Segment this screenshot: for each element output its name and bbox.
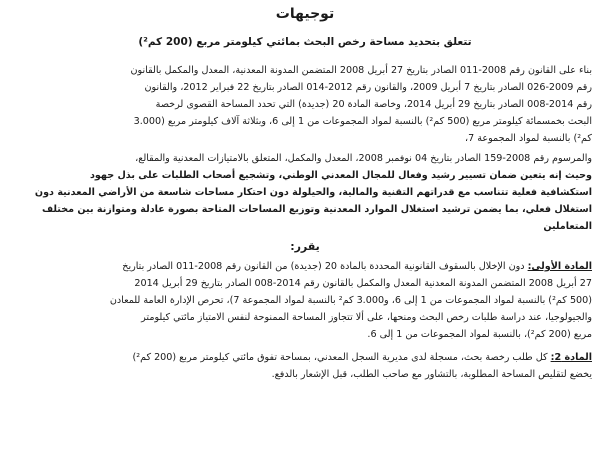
text-line — [18, 349, 592, 366]
text-line: 27 أبريل 2008 المتضمن المدونة المعدنية المعدل والمكمل بالقانون رقم 2014-008 الصادر بتاريخ 29 أبريل 2014 — [134, 278, 592, 289]
text-line: وحيث إنه يتعين ضمان تسيير رشيد وفعال للمجال المعدني الوطني، وتشجيع أصحاب الطلبات على بذل جهود — [89, 170, 592, 181]
article-1 — [18, 258, 592, 343]
text-line — [18, 258, 592, 275]
text-line: المتعاملين — [543, 221, 592, 232]
text-line: استكشافية فعلية تتناسب مع قدراتهم التقنية والمالية، والحيلولة دون احتكار مساحات شاسعة من الأراضي المعدنية دون — [34, 187, 592, 198]
text-line: يخضع لتقليص المساحة المطلوبة، بالتشاور مع صاحب الطلب، قبل الإشعار بالدفع. — [271, 369, 592, 380]
text-line: والجيولوجيا، عند دراسة طلبات رخص البحث ومنحها، على ألا تتجاوز المساحة الممنوحة لنفس الامتياز مائتي كيلومتر — [141, 312, 592, 323]
text-line: (500 كم²) بالنسبة لمواد المجموعات من 1 إلى 6، و3.000 كم² بالنسبة لمواد المجموعة 7)، تحرص الإدارة العامة للمعادن — [109, 295, 592, 306]
document-subtitle: تتعلق بتحديد مساحة رخص البحث بمائتي كيلومتر مربع (200 كم²) — [138, 36, 472, 48]
document-title: توجيهات — [275, 6, 335, 22]
text-line: مربع (200 كم²)، بالنسبة لمواد المجموعات من 1 إلى 6. — [367, 329, 592, 340]
text-line: البحث بخمسمائة كيلومتر مربع (500 كم²) بالنسبة لمواد المجموعات من 1 إلى 6، وبثلاثة آلاف كيلومتر مربع (3.000 — [133, 116, 592, 127]
text-line: بناء على القانون رقم 2008-011 الصادر بتاريخ 27 أبريل 2008 المتضمن المدونة المعدنية، المعدل والمكمل بالقانون — [130, 65, 592, 76]
preamble-paragraph-3 — [18, 167, 592, 235]
article-2-text: كل طلب رخصة بحث، مسجلة لدى مديرية السجل المعدني، بمساحة تفوق مائتي كيلومتر مربع (200 كم²) — [132, 352, 548, 363]
article-1-label: المادة الأولى: — [527, 261, 592, 272]
text-line: رقم 2009-026 الصادر بتاريخ 7 أبريل 2009، والقانون رقم 2012-014 الصادر بتاريخ 22 فبراير 2012، والقانون — [144, 82, 592, 93]
text-line: استغلال فعلي، بما يضمن ترشيد استغلال الموارد المعدنية وتوزيع المساحات المتاحة بصورة عادلة ومتوازنة بين مختلف — [41, 204, 592, 215]
article-2-label: المادة 2: — [550, 352, 592, 363]
decision-heading: يقرر: — [290, 240, 320, 253]
text-line: كم²) بالنسبة لمواد المجموعة 7، — [464, 133, 592, 144]
preamble-paragraph-2: والمرسوم رقم 2008-159 الصادر بتاريخ 04 نوفمبر 2008، المعدل والمكمل، المتعلق بالامتيازات المعدنية والمقالع، — [135, 153, 592, 164]
text-line: رقم 2014-008 الصادر بتاريخ 29 أبريل 2014، وخاصة المادة 20 (جديدة) التي تحدد المساحة القصوى لرخصة — [155, 99, 592, 110]
article-2 — [18, 349, 592, 383]
preamble-paragraph-1 — [18, 62, 592, 147]
article-1-text: دون الإخلال بالسقوف القانونية المحددة بالمادة 20 (جديدة) من القانون رقم 2008-011 الصادر بتاريخ — [122, 261, 525, 272]
